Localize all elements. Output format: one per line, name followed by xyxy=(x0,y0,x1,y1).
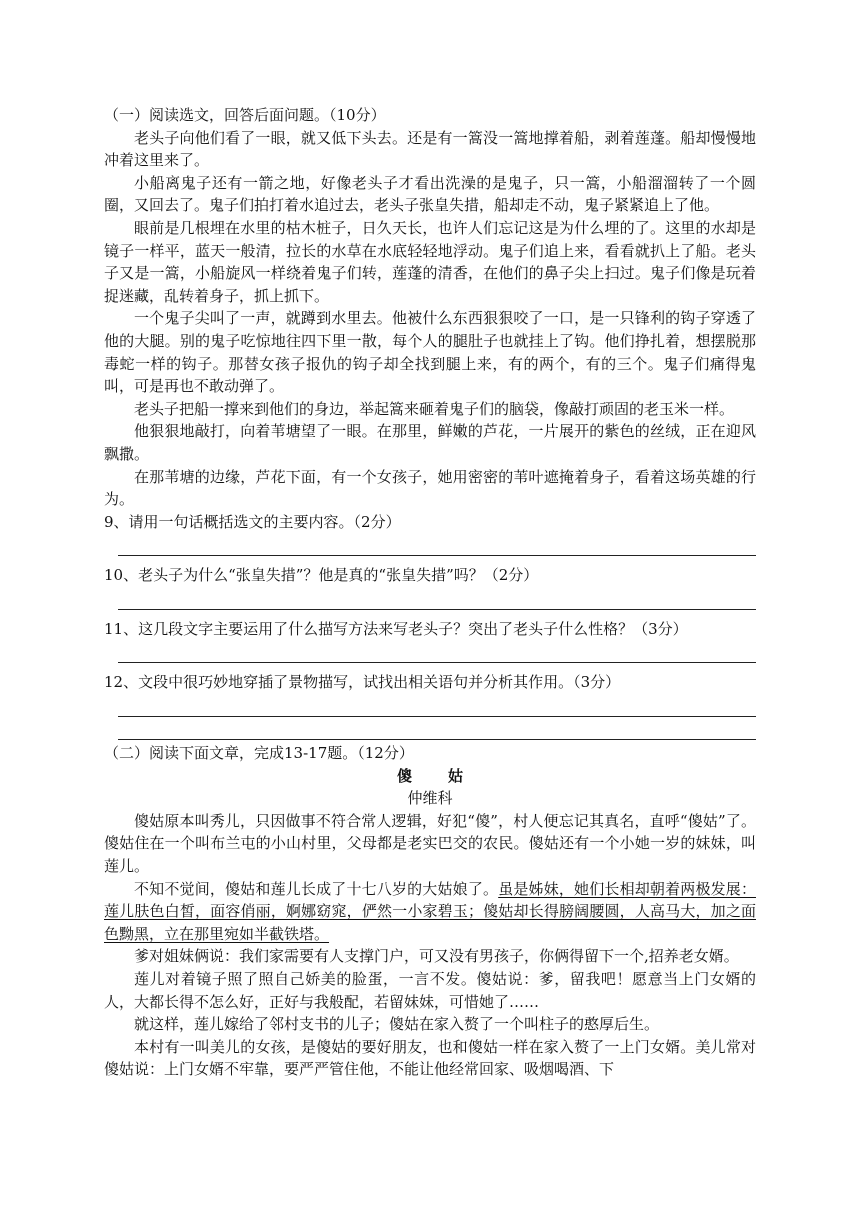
question-12: 12、文段中很巧妙地穿插了景物描写，试找出相关语句并分析其作用。（3分） xyxy=(104,673,621,692)
article-paragraph xyxy=(104,878,756,946)
underlined-sentence: 虽是姊妹，她们长相却朝着两极发展：莲儿肤色白皙，面容俏丽，婀娜窈窕，俨然一小家碧玉；傻姑却长得膀阔腰圆，人高马大，加之面色黝黑，立在那里宛如半截铁塔。 xyxy=(104,879,756,943)
article-paragraph: 莲儿对着镜子照了照自己娇美的脸蛋，一言不发。傻姑说：爹，留我吧！愿意当上门女婿的人，大都长得不怎么好，正好与我般配，若留妹妹，可惜她了…… xyxy=(104,970,756,1011)
article-text: 不知不觉间，傻姑和莲儿长成了十七八岁的大姑娘了。 xyxy=(134,879,499,898)
article-title xyxy=(104,765,756,788)
article-paragraph: 本村有一叫美儿的女孩，是傻姑的要好朋友，也和傻姑一样在家入赘了一上门女婿。美儿常对傻姑说：上门女婿不牢靠，要严严管住他，不能让他经常回家、吸烟喝酒、下 xyxy=(104,1037,756,1079)
part1-paragraph: 老头子把船一撑来到他们的身边，举起篙来砸着鬼子们的脑袋，像敲打顽固的老玉米一样。 xyxy=(134,399,735,418)
article-title-char: 傻 xyxy=(396,766,412,785)
article-paragraph: 就这样，莲儿嫁给了邻村支书的儿子；傻姑在家入赘了一个叫柱子的憨厚后生。 xyxy=(134,1015,660,1034)
answer-line[interactable] xyxy=(118,555,756,556)
article-author: 仲维科 xyxy=(407,789,453,808)
answer-line[interactable] xyxy=(118,609,756,610)
article-paragraph: 爹对姐妹俩说：我们家需要有人支撑门户，可又没有男孩子，你俩得留下一个,招养老女婿。 xyxy=(134,947,739,966)
part1-paragraph: 在那苇塘的边缘，芦花下面，有一个女孩子，她用密密的苇叶遮掩着身子，看着这场英雄的行为。 xyxy=(104,467,756,509)
document-content xyxy=(104,104,756,1081)
answer-line[interactable] xyxy=(118,662,756,663)
answer-line[interactable] xyxy=(118,739,756,740)
question-11: 11、这几段文字主要运用了什么描写方法来写老头子？突出了老头子什么性格？（3分） xyxy=(104,619,688,638)
part1-heading: （一）阅读选文，回答后面问题。（10分） xyxy=(104,106,386,124)
part1-paragraph: 小船离鬼子还有一箭之地，好像老头子才看出洗澡的是鬼子，只一篙，小船溜溜转了一个圆圈，又回去了。鬼子们拍打着水追过去，老头子张皇失措，船却走不动，鬼子紧紧追上了他。 xyxy=(104,173,756,215)
part1-paragraph: 老头子向他们看了一眼，就又低下头去。还是有一篙没一篙地撑着船，剥着莲蓬。船却慢慢地冲着这里来了。 xyxy=(104,128,756,170)
part1-paragraph: 他狠狠地敲打，向着苇塘望了一眼。在那里，鲜嫩的芦花，一片展开的紫色的丝绒，正在迎风飘撒。 xyxy=(104,422,756,463)
part1-paragraph: 眼前是几根埋在水里的枯木桩子，日久天长，也许人们忘记这是为什么埋的了。这里的水却是镜子一样平，蓝天一般清，拉长的水草在水底轻轻地浮动。鬼子们追上来，看看就扒上了船。老头子又是一篙，小船旋风一样绕着鬼子们转，莲蓬的清香，在他们的鼻子尖上扫过。鬼子们像是玩着捉迷藏，乱转着身子，抓上抓下。 xyxy=(104,218,756,305)
article-paragraph: 傻姑原本叫秀儿，只因做事不符合常人逻辑，好犯“傻”，村人便忘记其真名，直呼“傻姑”了。傻姑住在一个叫布兰屯的小山村里，父母都是老实巴交的农民。傻姑还有一个小她一岁的妹妹，叫莲儿。 xyxy=(104,811,756,876)
question-10: 10、老头子为什么“张皇失措”？他是真的“张皇失措”吗？（2分） xyxy=(104,566,539,585)
question-9: 9、请用一句话概括选文的主要内容。（2分） xyxy=(104,512,401,531)
part1-paragraph: 一个鬼子尖叫了一声，就蹲到水里去。他被什么东西狠狠咬了一口，是一只锋利的钩子穿透了他的大腿。别的鬼子吃惊地往四下里一散，每个人的腿肚子也就挂上了钩。他们挣扎着，想摆脱那毒蛇一样的钩子。那替女孩子报仇的钩子却全找到腿上来，有的两个，有的三个。鬼子们痛得鬼叫，可是再也不敢动弹了。 xyxy=(104,309,756,396)
article-title-char: 姑 xyxy=(448,766,464,785)
part2-heading: （二）阅读下面文章，完成13-17题。（12分） xyxy=(104,744,414,763)
